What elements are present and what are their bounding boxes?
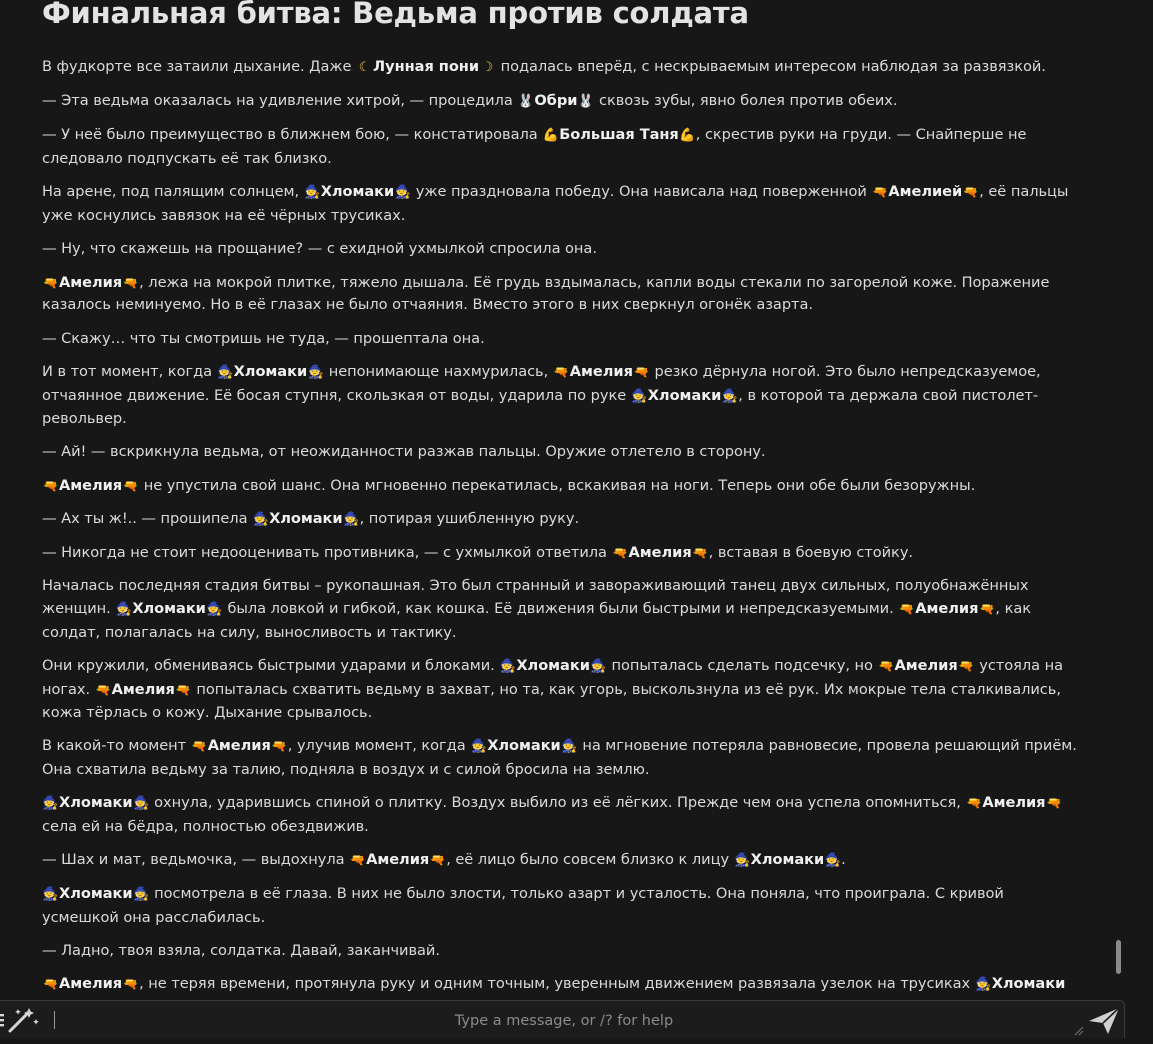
paragraph-text: , не теряя времени, протянула руку и одним точным, уверенным движением развязала узелок на трусиках [139,975,975,993]
character-name: Амелия [915,600,979,618]
gun-icon: 🔫 [175,682,191,697]
paragraph-text: попыталась схватить ведьму в захват, но та, как угорь, выскользнула из её рук. Их мокрые тела сталкивались, кожа тёрлась о кожу. Дыхание срывалось. [42,680,1066,721]
arm-icon: 💪 [679,128,696,144]
bunny-icon: 🐰 [577,94,594,110]
story-title: Финальная битва: Ведьма против солдата [42,0,749,30]
magic-wand-icon[interactable] [0,1004,46,1036]
paragraph-text: , скрестив руки на груди. — Снайперше не следовало подпускать её так близко. [42,126,1032,168]
bunny-icon: 🐰 [517,94,534,110]
paragraph-text: — Никогда не стоит недооценивать противника, — с ухмылкой ответила [42,544,612,562]
paragraph-text: была ловкой и гибкой, как кошка. Её движения были быстрыми и непредсказуемыми. [222,600,899,618]
character-name: Хломаки [750,850,825,868]
character-name: Хломаки [269,509,343,527]
character-name: Хломаки [647,386,722,404]
witch-icon: 🧙 [217,364,234,380]
paragraph-text: уже праздновала победу. Она нависала над поверженной [411,183,872,201]
witch-icon: 🧙 [42,886,59,902]
story-paragraph [42,849,1078,873]
witch-icon: 🧙 [590,659,607,675]
message-input[interactable] [62,1005,1066,1037]
paragraph-text: В какой-то момент [42,736,191,754]
paragraph-text: непонимающе нахмурилась, [324,362,553,380]
story-paragraph [42,90,1078,114]
paragraph-text: устояла на ногах. [42,657,1068,698]
character-name: Большая Таня [559,126,679,144]
character-name: Амелия [366,850,430,868]
character-name: Хломаки [991,975,1066,993]
gun-icon: 🔫 [123,478,139,493]
character-name: Хломаки [320,183,395,201]
gun-icon: 🔫 [191,738,207,753]
story-paragraph [42,542,1078,565]
message-composer [0,1000,1125,1038]
story-paragraph [42,56,1078,80]
moon-icon: ☽ [481,60,494,75]
story-paragraph [42,735,1082,782]
witch-icon: 🧙 [394,185,411,201]
paragraph-text: , улучив момент, когда [287,736,471,754]
gun-icon: 🔫 [966,795,982,810]
character-name: Хломаки [233,362,308,380]
witch-icon: 🧙 [132,886,150,902]
gun-icon: 🔫 [43,478,58,493]
paragraph-text: — Ах ты ж!.. — прошипела [42,509,253,527]
chat-transcript [42,0,1080,1000]
paragraph-text: , в которой та держала свой пистолет-револьвер. [42,386,1039,428]
paragraph-text: не упустила свой шанс. Она мгновенно перекатилась, вскакивая на ноги. Теперь они обе были безоружны. [139,476,976,494]
story-paragraph [42,441,1078,464]
paragraph-text: села ей на бёдра, полностью обездвижив. [42,793,1068,835]
witch-icon: 🧙 [499,659,516,675]
paragraph-text: , как солдат, полагалась на силу, выносливость и тактику. [42,600,1036,641]
gun-icon: 🔫 [123,977,139,992]
arm-icon: 💪 [542,128,559,144]
witch-icon: 🧙 [631,388,648,404]
paragraph-text: охнула, ударившись спиной о плитку. Воздух выбило из её лёгких. Прежде чем она успела опомниться, [149,793,966,811]
witch-icon: 🧙 [115,602,132,618]
witch-icon: 🧙 [307,364,324,380]
paragraph-text: И в тот момент, когда [42,362,217,380]
story-paragraph [42,238,1078,261]
gun-icon: 🔫 [958,659,974,674]
gun-icon: 🔫 [95,682,111,697]
character-name: Амелия [894,657,958,675]
paragraph-text: , её пальцы уже коснулись завязок на её чёрных трусиках. [42,183,1073,225]
gun-icon: 🔫 [271,738,287,753]
character-name: Хломаки [516,657,590,675]
scrollbar-thumb[interactable] [1116,940,1121,974]
paragraph-text: — Ну, что скажешь на прощание? — с ехидной ухмылкой спросила она. [42,240,597,258]
paragraph-text: резко дёрнула ногой. Это было непредсказуемое, отчаянное движение. Её босая ступня, скользкая от воды, ударила по руке [42,362,1046,404]
witch-icon: 🧙 [206,602,223,618]
paragraph-text: Они кружили, обмениваясь быстрыми ударами и блоками. [42,657,500,675]
witch-icon: 🧙 [561,738,578,754]
paragraph-text: В фудкорте все затаили дыхание. Даже [42,58,357,75]
moon-icon: ☾ [358,60,371,75]
character-name: Амелия [628,544,692,562]
paragraph-text: сквозь зубы, явно болея против обеих. [594,92,898,110]
character-name: Лунная пони [373,58,480,75]
gun-icon: 🔫 [899,602,915,617]
witch-icon: 🧙 [304,185,321,201]
gun-icon: 🔫 [123,275,139,290]
story-paragraph [42,883,1078,930]
character-name: Амелия [569,362,633,380]
paragraph-text: — Эта ведьма оказалась на удивление хитрой, — процедила [42,92,518,110]
witch-icon: 🧙 [975,977,992,993]
gun-icon: 🔫 [963,185,979,200]
story-paragraph [42,655,1078,724]
paragraph-text: Началась последняя стадия битвы – рукопашная. Это был странный и завораживающий танец двух сильных, полуобнажённых женщин. [42,577,1034,618]
gun-icon: 🔫 [1046,795,1062,810]
story-body [42,56,1082,1031]
story-paragraph [42,124,1078,171]
story-paragraph [42,575,1078,644]
send-button[interactable] [1086,1004,1122,1036]
story-paragraph [42,940,1078,963]
paragraph-text: , потирая ушибленную руку. [359,509,580,527]
paragraph-text: попыталась сделать подсечку, но [606,657,878,675]
gun-icon: 🔫 [633,364,649,379]
character-name: Амелия [111,680,175,698]
character-name: Хломаки [132,600,206,618]
story-paragraph [42,361,1078,431]
story-paragraph [42,792,1078,839]
story-paragraph [42,475,1078,498]
paragraph-text: на мгновение потеряла равновесие, провела решающий приём. Она схватила ведьму за талию, подняла в воздух и с силой бросила на землю. [42,736,1082,778]
paragraph-text: подалась вперёд, с нескрываемым интересом наблюдая за развязкой. [496,58,1046,75]
input-cursor [54,1011,55,1029]
story-paragraph [42,328,1078,351]
character-name: Амелией [888,183,963,201]
witch-icon: 🧙 [252,511,269,527]
witch-icon: 🧙 [343,511,360,527]
character-name: Амелия [982,793,1046,811]
paragraph-text: — Ай! — вскрикнула ведьма, от неожиданности разжав пальцы. Оружие отлетело в сторону. [42,443,766,461]
paragraph-text: — Ладно, твоя взяла, солдатка. Давай, заканчивай. [42,941,440,959]
witch-icon: 🧙 [721,388,738,404]
paragraph-text: , лежа на мокрой плитке, тяжело дышала. Её грудь вздымалась, капли воды стекали по загорелой коже. Поражение казалось неминуемо. Но в её глазах не было отчаяния. Вместо этого в них сверкнул огонёк азарта. [42,273,1054,314]
story-paragraph [42,272,1078,318]
story-paragraph [42,508,1078,532]
paragraph-text: посмотрела в её глаза. В них не было злости, только азарт и усталость. Она поняла, что проиграла. С кривой усмешкой она расслабилась. [42,884,1009,926]
paragraph-text: — У неё было преимущество в ближнем бою, — констатировала [42,126,543,144]
send-icon [1086,1004,1122,1036]
gun-icon: 🔫 [612,546,628,561]
character-name: Амелия [59,273,123,291]
witch-icon: 🧙 [470,738,487,754]
paragraph-text: . [841,850,846,868]
character-name: Хломаки [59,884,133,902]
character-name: Хломаки [59,793,133,811]
gun-icon: 🔫 [553,364,569,379]
paragraph-text: На арене, под палящим солнцем, [42,183,304,201]
resize-grip-icon[interactable] [1073,1025,1083,1035]
witch-icon: 🧙 [42,795,59,811]
gun-icon: 🔫 [43,977,58,992]
gun-icon: 🔫 [692,546,708,561]
witch-icon: 🧙 [824,852,841,868]
gun-icon: 🔫 [872,185,888,200]
character-name: Амелия [207,736,271,754]
character-name: Амелия [59,975,123,993]
witch-icon: 🧙 [734,852,751,868]
paragraph-text: , вставая в боевую стойку. [708,544,914,562]
gun-icon: 🔫 [43,275,58,290]
character-name: Амелия [59,476,123,494]
character-name: Хломаки [487,736,561,754]
gun-icon: 🔫 [878,659,894,674]
gun-icon: 🔫 [350,852,366,867]
paragraph-text: , её лицо было совсем близко к лицу [446,850,734,868]
character-name: Обри [534,92,578,110]
paragraph-text: — Шах и мат, ведьмочка, — выдохнула [42,850,350,868]
witch-icon: 🧙 [132,795,150,811]
gun-icon: 🔫 [430,852,446,867]
story-paragraph [42,181,1078,228]
gun-icon: 🔫 [979,602,995,617]
paragraph-text: — Скажу… что ты смотришь не туда, — прошептала она. [42,329,485,347]
